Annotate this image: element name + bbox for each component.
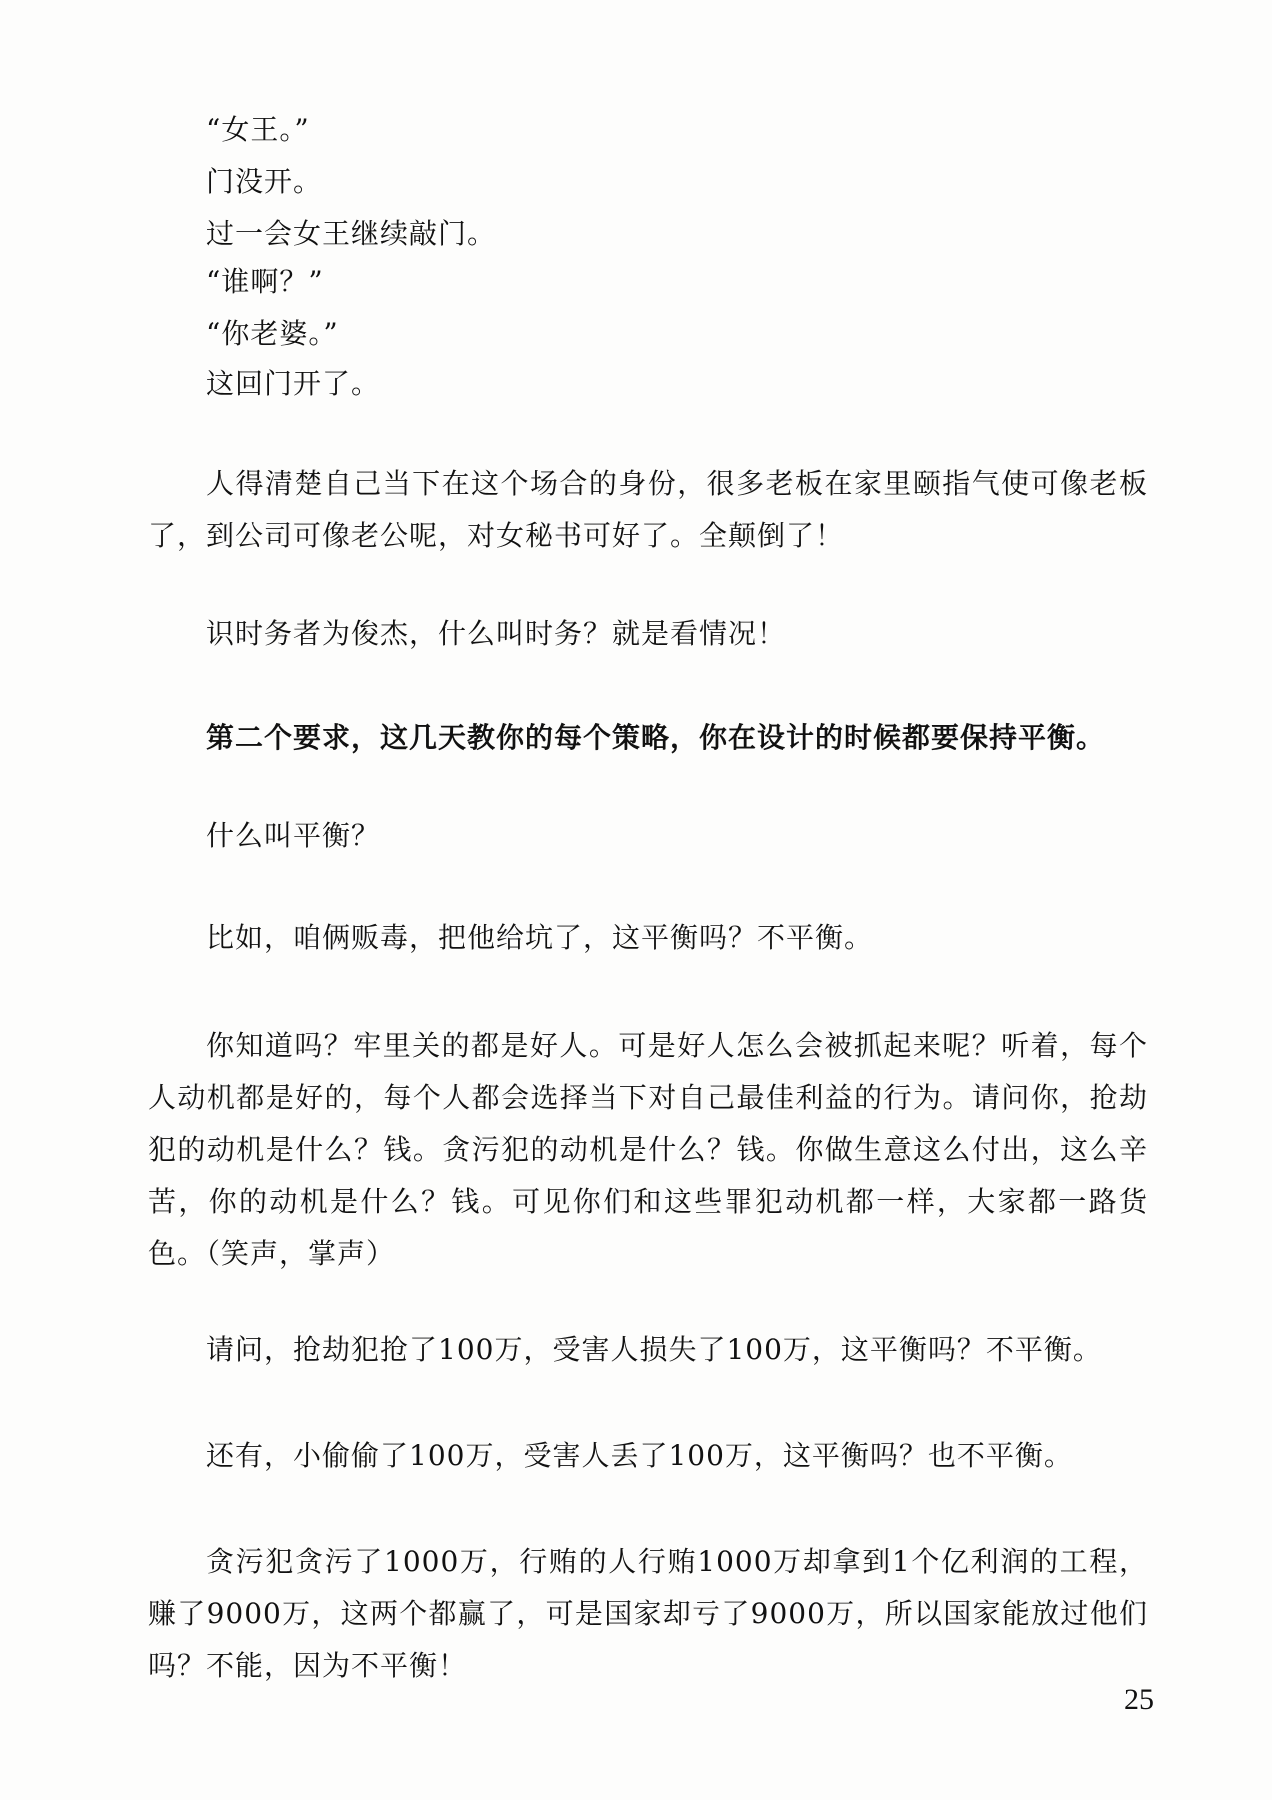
- body-paragraph: 你知道吗？牢里关的都是好人。可是好人怎么会被抓起来呢？听着，每个人动机都是好的，每个人都会选择当下对自己最佳利益的行为。请问你，抢劫犯的动机是什么？钱。贪污犯的动机是什么？钱。你做生意这么付出，这么辛苦，你的动机是什么？钱。可见你们和这些罪犯动机都一样，大家都一路货色。（笑声，掌声）: [148, 1029, 1148, 1270]
- dialogue-line: 过一会女王继续敲门。: [206, 217, 497, 250]
- body-paragraph: 识时务者为俊杰，什么叫时务？就是看情况！: [206, 617, 787, 650]
- body-paragraph: 比如，咱俩贩毒，把他给坑了，这平衡吗？不平衡。: [206, 921, 874, 954]
- dialogue-line: “你老婆。”: [206, 317, 339, 350]
- emphasis-paragraph: 第二个要求，这几天教你的每个策略，你在设计的时候都要保持平衡。: [206, 721, 1106, 754]
- dialogue-line: 门没开。: [206, 165, 323, 198]
- body-paragraph: 请问，抢劫犯抢了100万，受害人损失了100万，这平衡吗？不平衡。: [206, 1333, 1102, 1366]
- dialogue-line: “女王。”: [206, 113, 310, 146]
- body-paragraph: 还有，小偷偷了100万，受害人丢了100万，这平衡吗？也不平衡。: [206, 1439, 1073, 1472]
- body-paragraph: 贪污犯贪污了1000万，行贿的人行贿1000万却拿到1个亿利润的工程，赚了9000万，这两个都赢了，可是国家却亏了9000万，所以国家能放过他们吗？不能，因为不平衡！: [148, 1545, 1148, 1682]
- body-paragraph: 人得清楚自己当下在这个场合的身份，很多老板在家里颐指气使可像老板了，到公司可像老公呢，对女秘书可好了。全颠倒了！: [148, 467, 1148, 552]
- page-number: 25: [1124, 1683, 1154, 1716]
- dialogue-line: 这回门开了。: [206, 367, 381, 400]
- body-paragraph: 什么叫平衡？: [206, 819, 381, 852]
- dialogue-line: “谁啊？”: [206, 265, 324, 298]
